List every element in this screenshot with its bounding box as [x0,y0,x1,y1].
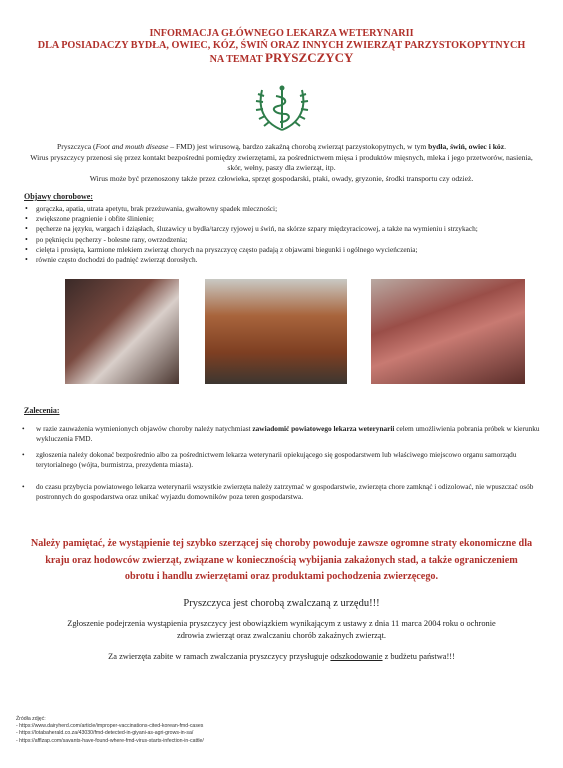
symptom-item: • równie często dochodzi do padnięć zwierząt dorosłych. [22,255,552,265]
symptom-item: • po pęknięciu pęcherzy - bolesne rany, owrzodzenia; [22,235,552,245]
veterinary-inspection-logo-icon [252,82,312,134]
sources-heading: Źródła zdjęć: [16,716,46,722]
title-line-3-prefix: NA TEMAT [209,54,266,65]
bullet-icon: • [22,424,25,433]
symptom-item: • gorączka, apatia, utrata apetytu, brak przeżuwania, gwałtowny spadek mleczności; [22,204,552,214]
intro-paragraph-1: Pryszczyca (Foot and mouth disease – FMD) jest wirusową, bardzo zakaźną chorobą zwierząt parzystokopytnych, w tym bydła, świń, owiec i kóz. [56,142,507,151]
official-control-notice: Pryszczyca jest chorobą zwalczaną z urzędu!!! [183,598,380,609]
source-link: - https://lotabaherald.co.za/43030/fmd-detected-in-giyani-as-agri-grows-in-sa/ [16,730,194,737]
intro-paragraph-2: Wirus pryszczycy przenosi się przez kontakt bezpośredni pomiędzy zwierzętami, za pośrednictwem mięsa i produktów mięsnych, mleka i jego przetworów, nasienia, skór, wełny, paszy dla zwierząt, itp. [30,152,533,172]
recommendations-heading: Zalecenia: [24,406,60,415]
photo-cattle-mouth-lesions [65,279,179,384]
compensation-notice: Za zwierzęta zabite w ramach zwalczania pryszczycy przysługuje odszkodowanie z budżetu państwa!!! [108,652,455,661]
title-disease-name: PRYSZCZYCY [265,50,354,65]
intro-text [24,142,539,184]
document-title [0,28,563,66]
title-line-2: DLA POSIADACZY BYDŁA, OWIEC, KÓZ, ŚWIŃ ORAZ INNYCH ZWIERZĄT PARZYSTOKOPYTNYCH [37,40,526,51]
recommendation-item: • zgłoszenia należy dokonać bezpośrednio albo za pośrednictwem lekarza weterynarii opiekującego się gospodarstwem lub właściwego miejscowo organu samorządu terytorialnego (wójta, burmistrza, prezydenta miasta). [22,450,517,470]
intro-paragraph-3: Wirus może być przenoszony także przez człowieka, sprzęt gospodarski, ptaki, owady, gryzonie, środki transportu czy odzież. [89,173,474,183]
bullet-icon: • [22,482,25,491]
photo-sources [16,716,536,745]
reporting-obligation: Zgłoszenie podejrzenia wystąpienia pryszczycy jest obowiązkiem wynikającym z ustawy z dnia 11 marca 2004 roku o ochronie zdrowia zwierząt oraz zwalczaniu chorób zakaźnych zwierząt. [67,619,496,640]
title-line-1: INFORMACJA GŁÓWNEGO LEKARZA WETERYNARII [149,28,414,39]
symptom-item: • zwiększone pragnienie i obfite ślinienie; [22,214,552,224]
photo-sick-cow [205,279,347,384]
recommendation-item: • do czasu przybycia powiatowego lekarza weterynarii wszystkie zwierzęta należy zatrzymać w gospodarstwie, zwierzęta chore zamknąć i odizolować, nie wpuszczać osób postronnych do gospodarstwa oraz unikać wyjazdu domowników poza teren gospodarstwa. [22,482,534,502]
recommendation-item: • w razie zauważenia wymienionych objawów choroby należy natychmiast zawiadomić powiatowego lekarza weterynarii celem umożliwienia pobrania próbek w kierunku wykluczenia FMD. [22,424,540,444]
source-link: - https://afflzap.com/savants-have-found-where-fmd-virus-starts-infection-in-cattle/ [16,737,204,744]
symptoms-heading: Objawy chorobowe: [24,192,93,201]
bullet-icon: • [22,450,25,459]
symptoms-list [22,204,552,265]
source-link: - https://www.dairyherd.com/article/improper-vaccinations-cited-korean-fmd-cases [16,723,204,730]
title-line-3 [0,52,563,66]
symptom-item: • pęcherze na języku, wargach i dziąsłach, śluzawicy u bydła/tarczy ryjowej u świń, na skórze szpary międzyracicowej, a także na wymieniu i strzykach; [22,224,552,234]
photo-cattle-tongue-lesions [371,279,525,384]
symptom-item: • cielęta i prosięta, karmione mlekiem zwierząt chorych na pryszczycę często padają z objawami biegunki i ogólnego wycieńczenia; [22,245,552,255]
economic-warning: Należy pamiętać, że wystąpienie tej szybko szerzącej się choroby powoduje zawsze ogromne straty ekonomiczne dla kraju oraz hodowców zwierząt, związane w koniecznością wybijania zakażonych stad, a także ograniczeniem obrotu i handlu zwierzętami oraz produktami pochodzenia zwierzęcego. [30,538,533,582]
